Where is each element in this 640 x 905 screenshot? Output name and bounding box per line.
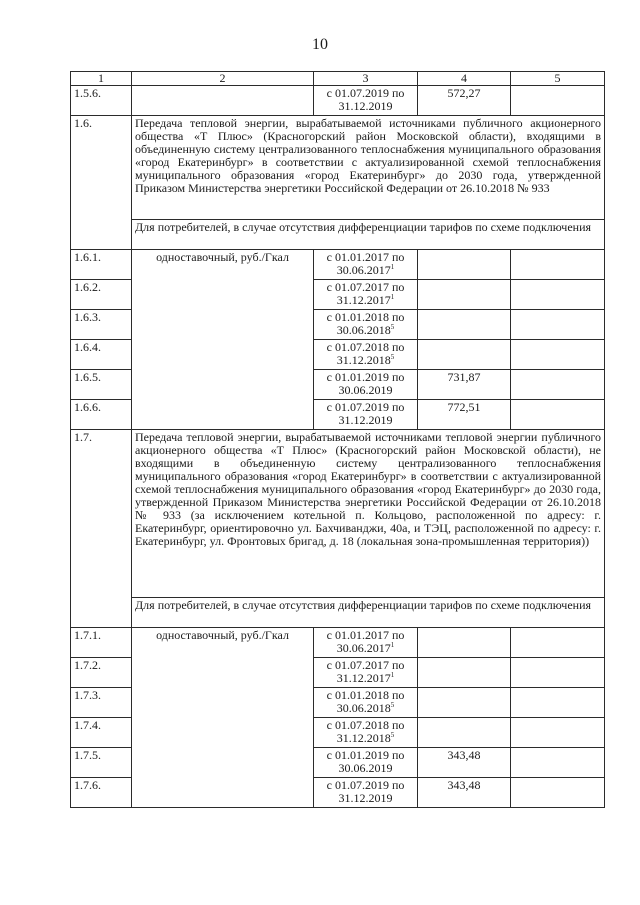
tariff-type: одноставочный, руб./Гкал: [132, 628, 314, 808]
period-text: с 01.01.2018 по 30.06.2018: [326, 688, 405, 715]
period-cell: [314, 250, 418, 280]
row-number: 1.5.6.: [71, 86, 132, 116]
value-cell: [418, 340, 511, 370]
period-cell: [314, 400, 418, 430]
value-cell: 343,48: [418, 778, 511, 808]
value-cell: [418, 628, 511, 658]
footnote-mark: 5: [390, 731, 395, 739]
empty-cell: [511, 748, 605, 778]
section-row: [71, 116, 605, 220]
row-number: 1.7.6.: [71, 778, 132, 808]
consumers-row: [71, 598, 605, 628]
header-cell: 1: [71, 72, 132, 86]
consumers-note: Для потребителей, в случае отсутствия дифференциации тарифов по схеме подключения: [132, 598, 605, 628]
consumers-note: Для потребителей, в случае отсутствия дифференциации тарифов по схеме подключения: [132, 220, 605, 250]
period-cell: [314, 748, 418, 778]
empty-cell: [511, 688, 605, 718]
period-text: с 01.01.2017 по 30.06.2017: [326, 250, 405, 277]
period-cell: [314, 778, 418, 808]
empty-cell: [511, 718, 605, 748]
period-cell: [314, 658, 418, 688]
period-text: с 01.01.2019 по 30.06.2019: [326, 748, 405, 775]
header-cell: 2: [132, 72, 314, 86]
table-row: [71, 86, 605, 116]
footnote-mark: 1: [390, 671, 395, 679]
period-text: с 01.07.2019 по 31.12.2019: [326, 778, 405, 805]
footnote-mark: 5: [390, 353, 395, 361]
row-number: 1.7.1.: [71, 628, 132, 658]
section-number: 1.6.: [71, 116, 132, 250]
empty-cell: [511, 310, 605, 340]
tariff-cell: [132, 86, 314, 116]
period-text: с 01.07.2018 по 31.12.2018: [326, 718, 405, 745]
table-row: [71, 628, 605, 658]
consumers-row: [71, 220, 605, 250]
header-row: [71, 72, 605, 86]
period-text: с 01.07.2018 по 31.12.2018: [326, 340, 405, 367]
footnote-mark: 1: [390, 641, 395, 649]
header-cell: 3: [314, 72, 418, 86]
value-cell: 731,87: [418, 370, 511, 400]
row-number: 1.7.3.: [71, 688, 132, 718]
empty-cell: [511, 658, 605, 688]
value-cell: 772,51: [418, 400, 511, 430]
section-number: 1.7.: [71, 430, 132, 628]
row-number: 1.6.4.: [71, 340, 132, 370]
row-number: 1.7.4.: [71, 718, 132, 748]
footnote-mark: 1: [390, 293, 395, 301]
empty-cell: [511, 778, 605, 808]
footnote-mark: 5: [390, 323, 395, 331]
footnote-mark: 1: [390, 263, 395, 271]
footnote-mark: 5: [390, 701, 395, 709]
period-cell: [314, 718, 418, 748]
period-cell: [314, 310, 418, 340]
period-text: с 01.01.2017 по 30.06.2017: [326, 628, 405, 655]
period-cell: [314, 688, 418, 718]
tariff-type: одноставочный, руб./Гкал: [132, 250, 314, 430]
empty-cell: [511, 628, 605, 658]
period-cell: [314, 370, 418, 400]
value-cell: [418, 688, 511, 718]
period-cell: [314, 628, 418, 658]
empty-cell: [511, 400, 605, 430]
section-row: [71, 430, 605, 598]
value-cell: [418, 718, 511, 748]
row-number: 1.6.6.: [71, 400, 132, 430]
row-number: 1.6.3.: [71, 310, 132, 340]
row-number: 1.6.1.: [71, 250, 132, 280]
value-cell: [418, 310, 511, 340]
row-number: 1.7.2.: [71, 658, 132, 688]
period-cell: [314, 340, 418, 370]
page-number: 10: [312, 36, 328, 53]
period-text: с 01.07.2019 по 31.12.2019: [326, 400, 405, 427]
empty-cell: [511, 370, 605, 400]
empty-cell: [511, 340, 605, 370]
value-cell: [418, 280, 511, 310]
period-text: с 01.07.2017 по 31.12.2017: [326, 280, 405, 307]
section-description: Передача тепловой энергии, вырабатываемой источниками публичного акционерного общества «Т Плюс» (Красногорский район Московской области), входящими в объединенную систему централизованного теплоснабжения муниципального образования «город Екатеринбург» в соответствии с актуализированной схемой теплоснабжения муниципального образования «город Екатеринбург» до 2030 года, утвержденной Приказом Министерства энергетики Российской Федерации от 26.10.2018 № 933: [132, 116, 605, 220]
period-text: с 01.01.2019 по 30.06.2019: [326, 370, 405, 397]
period-cell: [314, 280, 418, 310]
value-cell: [418, 250, 511, 280]
row-number: 1.7.5.: [71, 748, 132, 778]
empty-cell: [511, 280, 605, 310]
period-cell: с 01.07.2019 по 31.12.2019: [314, 86, 418, 116]
tariff-table: [70, 71, 605, 808]
header-cell: 5: [511, 72, 605, 86]
value-cell: 572,27: [418, 86, 511, 116]
table-row: [71, 250, 605, 280]
empty-cell: [511, 86, 605, 116]
value-cell: 343,48: [418, 748, 511, 778]
section-description: Передача тепловой энергии, вырабатываемой источниками тепловой энергии публичного акционерного общества «Т Плюс» (Красногорский район Московской области), не входящими в объединенную систему централизованного теплоснабжения муниципального образования «город Екатеринбург» в соответствии с актуализированной схемой теплоснабжения муниципального образования «город Екатеринбург» до 2030 года, утвержденной Приказом Министерства энергетики Российской Федерации от 26.10.2018 № 933 (за исключением котельной п. Кольцово, расположенной по адресу: г. Екатеринбург, ориентировочно ул. Бахчиванджи, 40а, и ТЭЦ, расположенной по адресу: г. Екатеринбург, ул. Фронтовых бригад, д. 18 (локальная зона-промышленная территория)): [132, 430, 605, 598]
empty-cell: [511, 250, 605, 280]
row-number: 1.6.2.: [71, 280, 132, 310]
period-text: с 01.01.2018 по 30.06.2018: [326, 310, 405, 337]
row-number: 1.6.5.: [71, 370, 132, 400]
value-cell: [418, 658, 511, 688]
header-cell: 4: [418, 72, 511, 86]
period-text: с 01.07.2017 по 31.12.2017: [326, 658, 405, 685]
